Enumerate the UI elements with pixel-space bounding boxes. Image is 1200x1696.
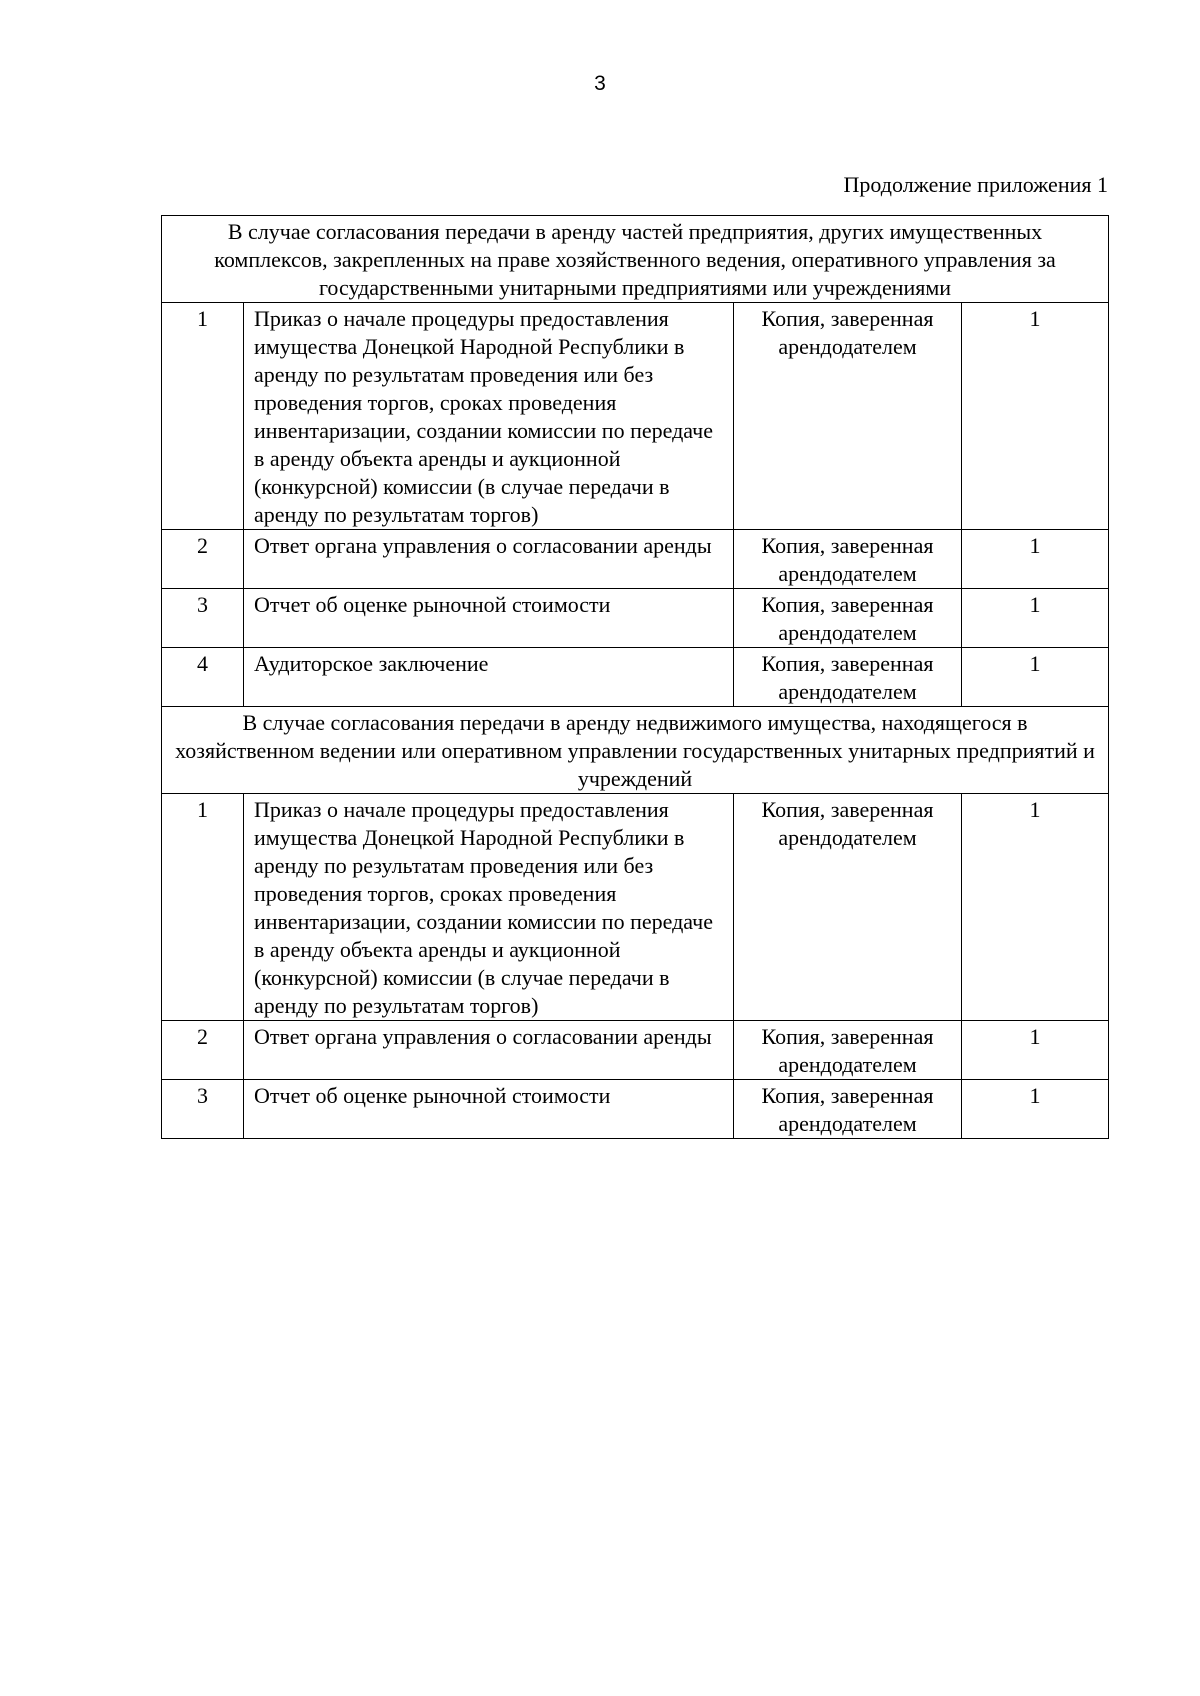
- document-name: Приказ о начале процедуры предоставления имущества Донецкой Народной Республики в аренду по результатам проведения или без проведения торгов, сроках проведения инвентаризации, создании комиссии по передаче в аренду объекта аренды и аукционной (конкурсной) комиссии (в случае передачи в аренду по результатам торгов): [244, 794, 734, 1021]
- row-number: 3: [162, 1080, 244, 1139]
- table-row: [162, 303, 1109, 530]
- document-form: Копия, заверенная арендодателем: [734, 1080, 962, 1139]
- row-number: 4: [162, 648, 244, 707]
- row-number: 2: [162, 1021, 244, 1080]
- document-name: Отчет об оценке рыночной стоимости: [244, 589, 734, 648]
- table-row: [162, 1080, 1109, 1139]
- table-row: [162, 648, 1109, 707]
- document-quantity: 1: [962, 530, 1109, 589]
- document-quantity: 1: [962, 794, 1109, 1021]
- table-row: [162, 794, 1109, 1021]
- document-name: Ответ органа управления о согласовании аренды: [244, 1021, 734, 1080]
- documents-table: [161, 215, 1109, 1139]
- document-name: Ответ органа управления о согласовании аренды: [244, 530, 734, 589]
- section-header-row: [162, 707, 1109, 794]
- document-quantity: 1: [962, 303, 1109, 530]
- row-number: 1: [162, 794, 244, 1021]
- document-form: Копия, заверенная арендодателем: [734, 1021, 962, 1080]
- document-quantity: 1: [962, 1080, 1109, 1139]
- annex-heading: Продолжение приложения 1: [843, 172, 1108, 197]
- document-name: Аудиторское заключение: [244, 648, 734, 707]
- page-number: 3: [594, 72, 606, 95]
- row-number: 3: [162, 589, 244, 648]
- document-name: Отчет об оценке рыночной стоимости: [244, 1080, 734, 1139]
- document-form: Копия, заверенная арендодателем: [734, 648, 962, 707]
- table-row: [162, 589, 1109, 648]
- section-header-row: [162, 216, 1109, 303]
- table-row: [162, 1021, 1109, 1080]
- document-form: Копия, заверенная арендодателем: [734, 303, 962, 530]
- document-form: Копия, заверенная арендодателем: [734, 589, 962, 648]
- document-name: Приказ о начале процедуры предоставления имущества Донецкой Народной Республики в аренду по результатам проведения или без проведения торгов, сроках проведения инвентаризации, создании комиссии по передаче в аренду объекта аренды и аукционной (конкурсной) комиссии (в случае передачи в аренду по результатам торгов): [244, 303, 734, 530]
- section-title: В случае согласования передачи в аренду недвижимого имущества, находящегося в хозяйственном ведении или оперативном управлении государственных унитарных предприятий и учреждений: [162, 707, 1109, 794]
- section-title: В случае согласования передачи в аренду частей предприятия, других имущественных комплексов, закрепленных на праве хозяйственного ведения, оперативного управления за государственными унитарными предприятиями или учреждениями: [162, 216, 1109, 303]
- document-form: Копия, заверенная арендодателем: [734, 530, 962, 589]
- document-quantity: 1: [962, 589, 1109, 648]
- document-quantity: 1: [962, 1021, 1109, 1080]
- document-quantity: 1: [962, 648, 1109, 707]
- document-form: Копия, заверенная арендодателем: [734, 794, 962, 1021]
- row-number: 1: [162, 303, 244, 530]
- table-row: [162, 530, 1109, 589]
- row-number: 2: [162, 530, 244, 589]
